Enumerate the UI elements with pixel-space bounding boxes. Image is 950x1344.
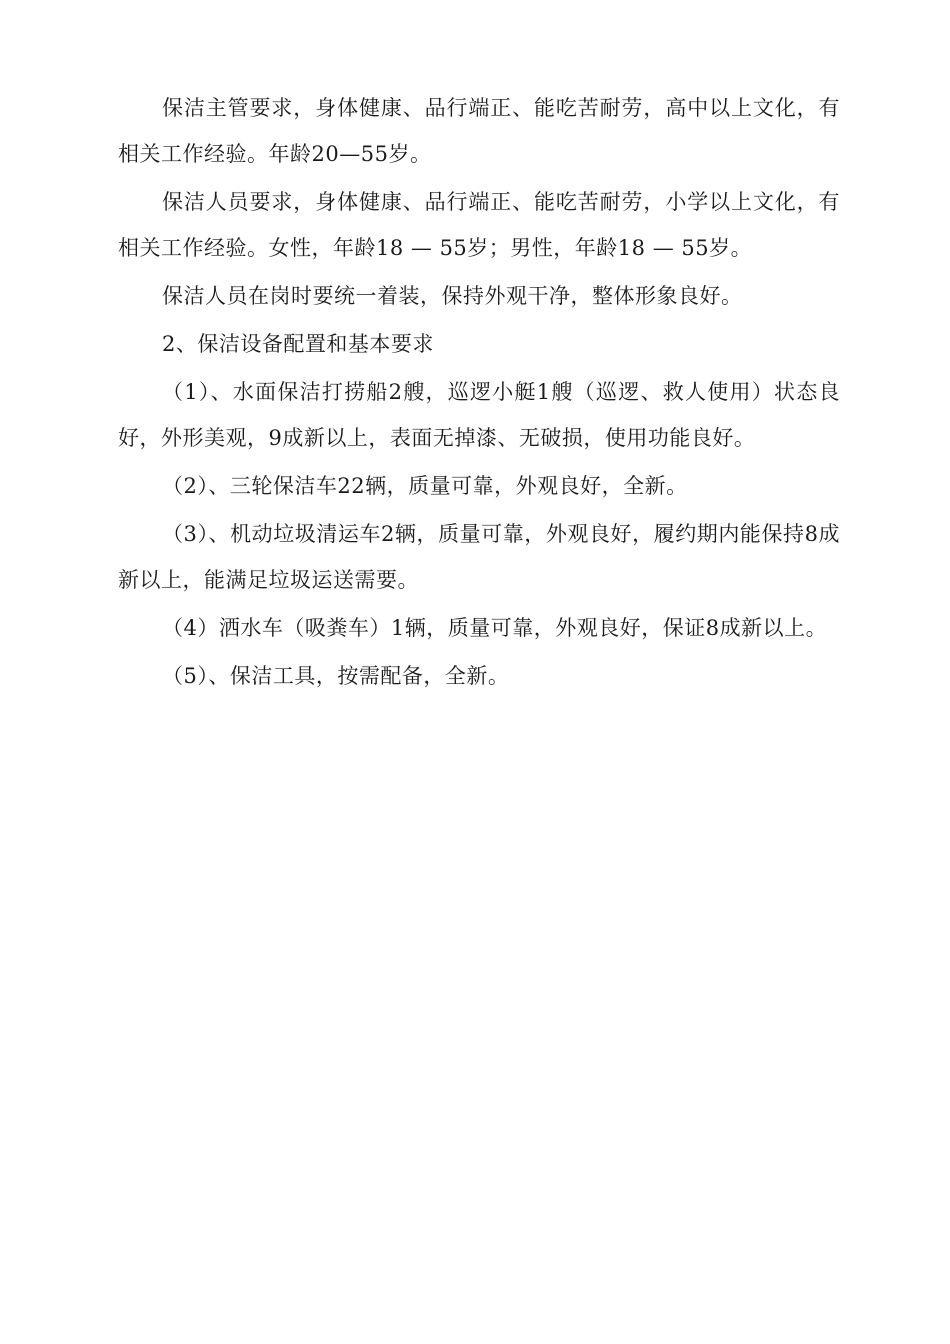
section-heading-equipment: 2、保洁设备配置和基本要求 <box>162 332 434 356</box>
list-item-sprinkler-truck: （4）洒水车（吸粪车）1辆，质量可靠，外观良好，保证8成新以上。 <box>162 616 828 640</box>
list-item-cleaning-tools: （5）、保洁工具，按需配备，全新。 <box>162 664 510 688</box>
list-item-boats: （1）、水面保洁打捞船2艘，巡逻小艇1艘（巡逻、救人使用）状态良好，外形美观，9成新以上，表面无掉漆、无破损，使用功能良好。 <box>118 380 840 450</box>
document-page <box>118 85 840 699</box>
paragraph-staff-requirements: 保洁人员要求，身体健康、品行端正、能吃苦耐劳，小学以上文化，有相关工作经验。女性，年龄18 — 55岁；男性，年龄18 — 55岁。 <box>118 190 840 260</box>
paragraph-supervisor-requirements: 保洁主管要求，身体健康、品行端正、能吃苦耐劳，高中以上文化，有相关工作经验。年龄20—55岁。 <box>118 96 840 166</box>
list-item-tricycles: （2）、三轮保洁车22辆，质量可靠，外观良好，全新。 <box>162 474 688 498</box>
paragraph-uniform-requirements: 保洁人员在岗时要统一着装，保持外观干净，整体形象良好。 <box>162 284 743 308</box>
list-item-garbage-trucks: （3）、机动垃圾清运车2辆，质量可靠，外观良好，履约期内能保持8成新以上，能满足垃圾运送需要。 <box>118 522 840 592</box>
